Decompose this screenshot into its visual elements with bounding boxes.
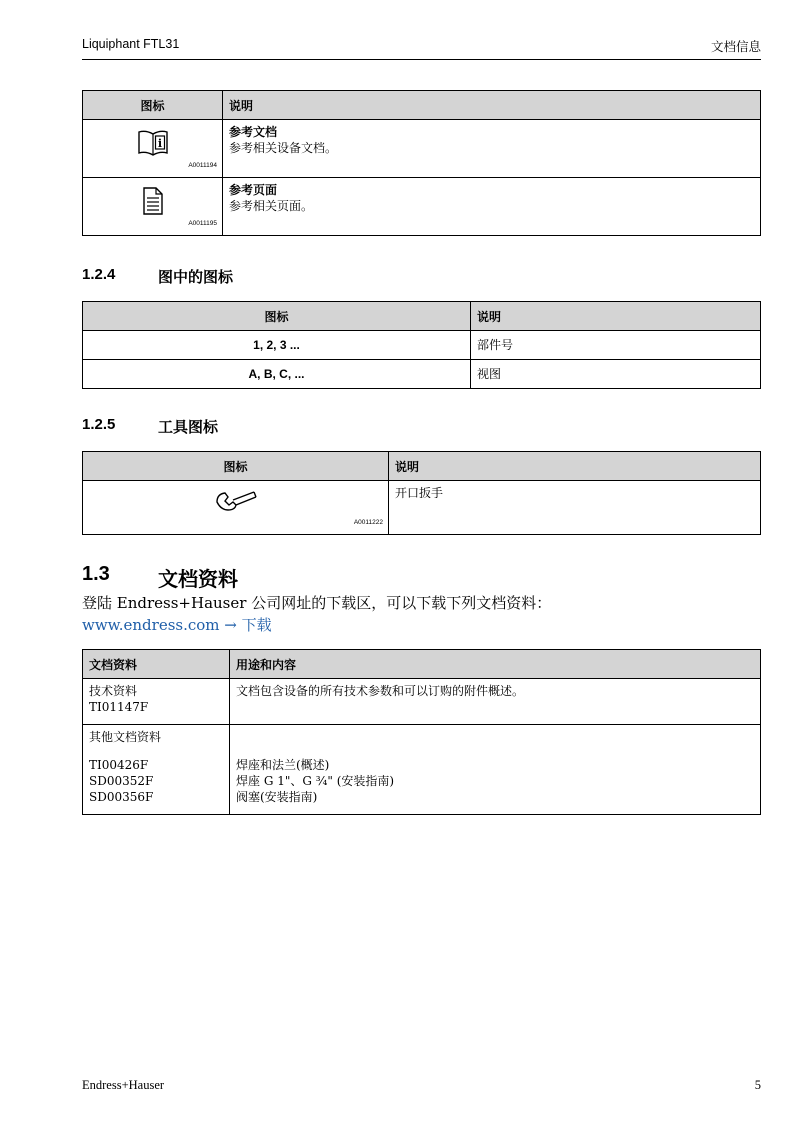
document-code: SD00352F — [89, 774, 154, 788]
document-type: 其他文档资料 — [89, 730, 162, 744]
description-cell: 开口扳手 — [389, 481, 761, 535]
col-header-symbol: 图标 — [83, 91, 223, 120]
table-row — [83, 360, 761, 389]
table-row — [83, 178, 761, 236]
section-title: 文档资料 — [158, 567, 238, 591]
table-row — [83, 120, 761, 178]
description-title: 参考页面 — [229, 183, 278, 197]
table-row — [83, 679, 761, 725]
page-footer — [82, 1078, 761, 1093]
content-cell — [230, 725, 761, 815]
symbol-cell: A, B, C, ... — [83, 360, 471, 389]
description-text: 参考相关设备文档。 — [229, 141, 338, 155]
description-cell: 部件号 — [471, 331, 761, 360]
section-heading — [82, 266, 382, 286]
section-title: 工具图标 — [158, 418, 219, 436]
symbol-cell: 1, 2, 3 ... — [83, 331, 471, 360]
documentation-intro — [82, 592, 551, 636]
document-code: TI01147F — [89, 700, 149, 714]
svg-text:i: i — [157, 137, 162, 150]
tool-symbols-table — [82, 451, 761, 535]
section-number: 1.3 — [82, 563, 110, 585]
section-number: 1.2.4 — [82, 266, 116, 283]
chapter-heading — [82, 563, 482, 589]
graphic-symbols-table — [82, 301, 761, 389]
book-info-icon — [137, 128, 169, 158]
header-section: 文档信息 — [710, 40, 761, 54]
document-type: 技术资料 — [89, 684, 138, 698]
col-header-symbol: 图标 — [83, 302, 471, 331]
download-link[interactable]: www.endress.com → 下载 — [82, 616, 272, 634]
col-header-description: 说明 — [223, 91, 761, 120]
description-title: 参考文档 — [229, 125, 278, 139]
page-number: 5 — [754, 1078, 761, 1092]
figure-code: A0011194 — [188, 162, 217, 169]
header-product: Liquiphant FTL31 — [82, 37, 180, 51]
figure-code: A0011222 — [353, 519, 383, 526]
footer-brand: Endress+Hauser — [82, 1078, 165, 1092]
table-row — [83, 725, 761, 815]
document-code: SD00356F — [89, 790, 154, 804]
document-cell — [83, 679, 230, 725]
section-title: 图中的图标 — [158, 268, 234, 286]
description-text: 参考相关页面。 — [229, 199, 314, 213]
page-reference-icon — [142, 186, 164, 216]
intro-text: 登陆 Endress+Hauser 公司网址的下载区，可以下载下列文档资料： — [82, 594, 552, 612]
document-cell — [83, 725, 230, 815]
col-header-description: 说明 — [389, 452, 761, 481]
content-cell: 文档包含设备的所有技术参数和可以订购的附件概述。 — [230, 679, 761, 725]
col-header-symbol: 图标 — [83, 452, 389, 481]
description-cell — [223, 120, 761, 178]
info-symbols-table — [82, 90, 761, 236]
page-header — [82, 37, 761, 60]
section-number: 1.2.5 — [82, 416, 116, 433]
description-cell: 视图 — [471, 360, 761, 389]
col-header-description: 说明 — [471, 302, 761, 331]
symbol-cell — [83, 178, 223, 236]
table-row — [83, 331, 761, 360]
table-row — [83, 481, 761, 535]
col-header-content: 用途和内容 — [230, 650, 761, 679]
col-header-document: 文档资料 — [83, 650, 230, 679]
figure-code: A0011195 — [188, 220, 217, 227]
description-cell — [223, 178, 761, 236]
content-text: 阀塞(安装指南) — [236, 790, 318, 804]
section-heading — [82, 416, 382, 436]
document-code: TI00426F — [89, 758, 149, 772]
open-end-wrench-icon — [214, 488, 258, 514]
content-text: 焊座 G 1"、G ¾" (安装指南) — [236, 774, 395, 788]
documentation-table — [82, 649, 761, 815]
symbol-cell — [83, 120, 223, 178]
symbol-cell — [83, 481, 389, 535]
content-text: 焊座和法兰(概述) — [236, 758, 330, 772]
